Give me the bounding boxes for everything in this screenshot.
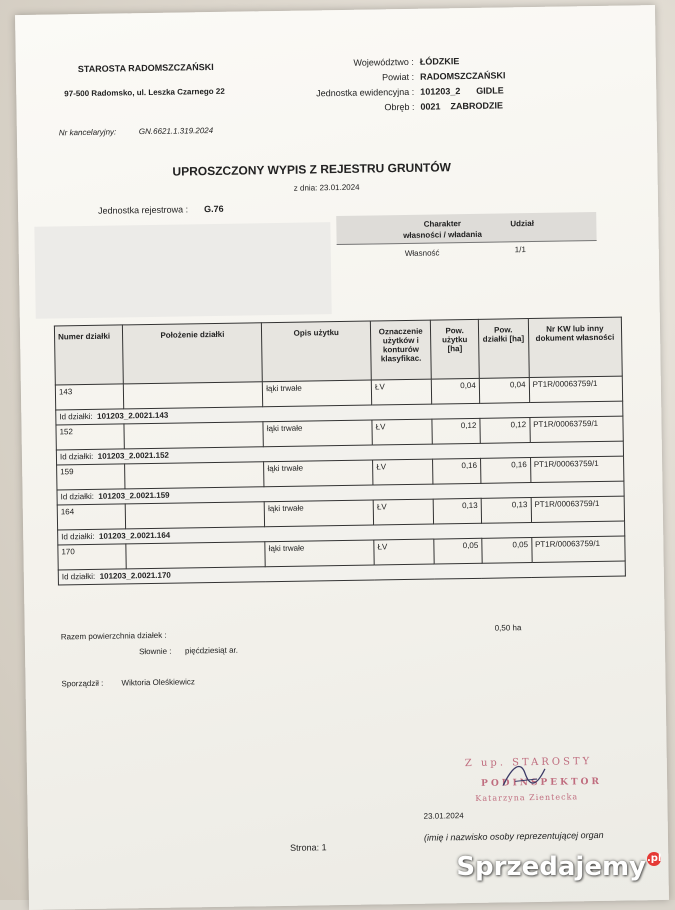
cell-use: łąki trwałe: [264, 500, 373, 527]
cell-location: [124, 382, 263, 409]
watermark-dot-icon: .pl: [647, 853, 662, 864]
precinct-code: 0021: [420, 101, 441, 112]
date-line: z dnia: 23.01.2024: [293, 182, 360, 193]
sprzedajemy-watermark: Sprzedajemy.pl: [456, 852, 662, 882]
words-label: Słownie :: [138, 646, 172, 657]
county-label: Powiat :: [381, 71, 415, 83]
stamp-line-1: Z up. STAROSTY: [464, 756, 593, 770]
header-location: Położenie działki: [123, 323, 263, 384]
cell-marking: ŁV: [374, 539, 434, 565]
cell-marking: ŁV: [373, 459, 433, 485]
words-value: pięćdziesiąt ar.: [184, 645, 239, 656]
cell-area-plot: 0,04: [479, 378, 529, 404]
cell-use: łąki trwałe: [264, 460, 373, 487]
cell-area-use: 0,16: [433, 458, 481, 484]
voivodeship-label: Województwo :: [353, 56, 414, 68]
id-label: Id działki:: [59, 451, 94, 462]
cell-kw: PT1R/00063759/1: [529, 376, 623, 402]
ownership-character-header: Charakter własności / władania: [403, 219, 482, 241]
sign-caption: (imię i nazwisko osoby reprezentującej organ: [423, 829, 604, 843]
voivodeship-value: ŁÓDZKIE: [419, 56, 460, 67]
register-unit-value: G.76: [204, 203, 224, 215]
ownership-character: Własność: [404, 248, 440, 258]
cell-kw: PT1R/00063759/1: [530, 416, 624, 442]
register-unit-label: Jednostka rejestrowa :: [98, 204, 189, 216]
document-page: [15, 5, 669, 910]
id-label: Id działki:: [61, 531, 95, 542]
cell-number: 159: [57, 464, 126, 490]
cell-use: łąki trwałe: [263, 420, 372, 447]
stamp-line-2: PODINSPEKTOR: [481, 776, 603, 789]
id-value: 101203_2.0021.164: [98, 530, 171, 541]
prepared-label: Sporządził :: [61, 678, 104, 689]
cell-number: 143: [55, 384, 124, 410]
cell-location: [126, 542, 265, 569]
precinct-label: Obręb :: [384, 101, 415, 113]
stamp-line-3: Katarzyna Zientecka: [475, 792, 579, 803]
cell-area-use: 0,13: [433, 498, 481, 524]
cell-use: łąki trwałe: [265, 540, 374, 567]
redacted-area: [34, 222, 331, 319]
cell-area-plot: 0,12: [480, 418, 530, 444]
id-label: Id działki:: [60, 491, 95, 502]
cell-number: 152: [56, 424, 125, 450]
ownership-share: 1/1: [514, 245, 526, 255]
header-marking: Oznaczenie użytków i konturów klasyfikac.: [370, 320, 431, 380]
office-name: STAROSTA RADOMSZCZAŃSKI: [77, 61, 214, 75]
cell-use: łąki trwałe: [263, 380, 372, 407]
ref-value: GN.6621.1.319.2024: [138, 125, 214, 137]
header-kw: Nr KW lub inny dokument własności: [528, 317, 622, 377]
county-value: RADOMSZCZAŃSKI: [419, 70, 506, 82]
cell-number: 170: [58, 544, 127, 570]
document-title: UPROSZCZONY WYPIS Z REJESTRU GRUNTÓW: [172, 160, 452, 179]
cell-area-plot: 0,16: [480, 458, 530, 484]
page-number: Strona: 1: [290, 842, 327, 853]
cell-kw: PT1R/00063759/1: [531, 496, 625, 522]
ownership-share-header: Udział: [510, 218, 534, 229]
cell-area-use: 0,05: [434, 538, 482, 564]
id-label: Id działki:: [61, 571, 96, 582]
cell-area-plot: 0,05: [482, 538, 532, 564]
header-area-use: Pow. użytku [ha]: [431, 319, 480, 379]
ref-label: Nr kancelaryjny:: [58, 127, 117, 138]
header-number: Numer działki: [54, 325, 123, 385]
cell-area-use: 0,04: [432, 378, 480, 404]
header-area-plot: Pow. działki [ha]: [478, 319, 529, 379]
sign-date: 23.01.2024: [423, 811, 464, 821]
cell-kw: PT1R/00063759/1: [531, 536, 625, 562]
cell-location: [124, 422, 263, 449]
id-value: 101203_2.0021.152: [97, 450, 170, 461]
parcels-table: [54, 317, 626, 586]
precinct-name: ZABRODZIE: [450, 100, 504, 112]
prepared-name: Wiktoria Oleśkiewicz: [121, 677, 195, 688]
unit-label: Jednostka ewidencyjna :: [316, 86, 415, 99]
cell-area-use: 0,12: [432, 418, 480, 444]
total-area-label: Razem powierzchnia działek :: [60, 630, 167, 642]
total-area-value: 0,50 ha: [494, 623, 522, 633]
cell-marking: ŁV: [372, 419, 432, 445]
cell-location: [125, 462, 264, 489]
cell-location: [126, 502, 265, 529]
cell-marking: ŁV: [373, 499, 433, 525]
cell-kw: PT1R/00063759/1: [530, 456, 624, 482]
office-address: 97-500 Radomsko, ul. Leszka Czarnego 22: [64, 86, 225, 99]
cell-marking: ŁV: [371, 379, 431, 405]
id-value: 101203_2.0021.170: [99, 570, 171, 581]
cell-number: 164: [57, 504, 126, 530]
id-value: 101203_2.0021.143: [97, 410, 169, 421]
id-value: 101203_2.0021.159: [98, 490, 170, 501]
header-use: Opis użytku: [262, 321, 372, 382]
signature-icon: [495, 755, 556, 796]
cell-area-plot: 0,13: [481, 498, 531, 524]
unit-name: GIDLE: [476, 85, 504, 96]
id-label: Id działki:: [59, 411, 93, 422]
unit-code: 101203_2: [420, 86, 461, 97]
